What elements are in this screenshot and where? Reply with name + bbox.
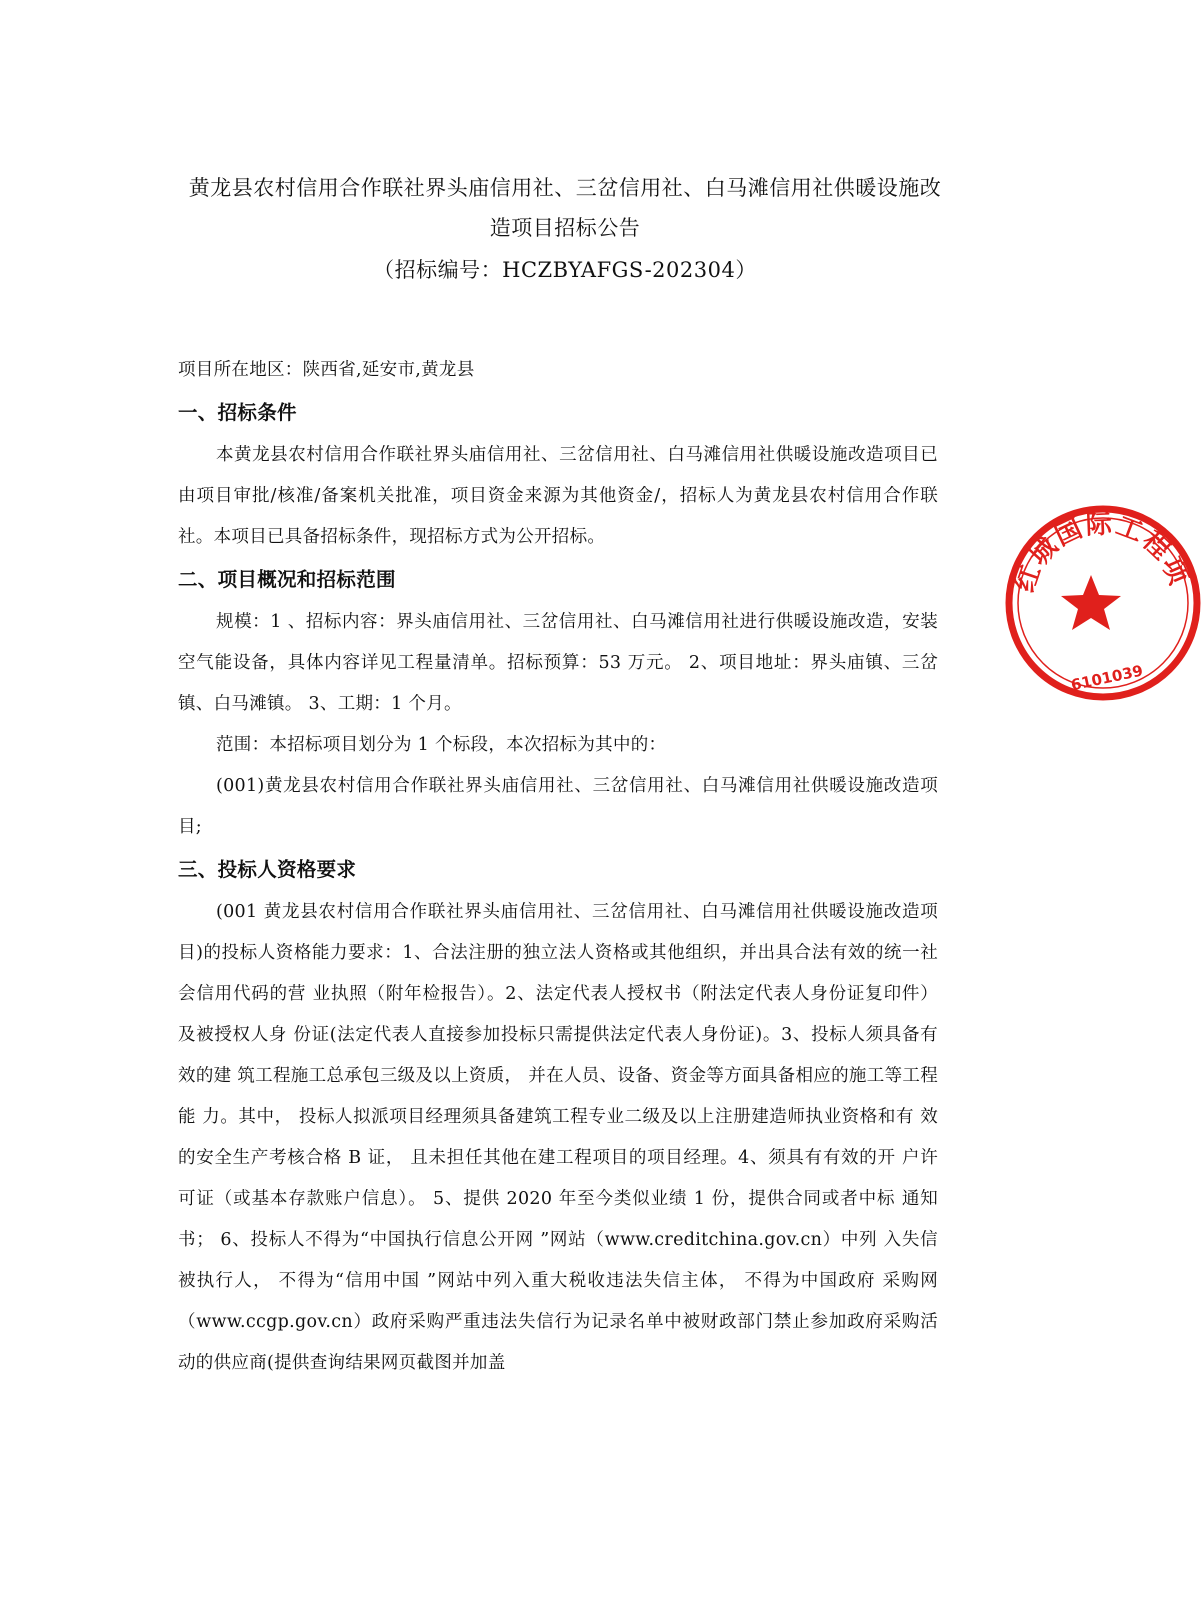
document-title (170, 168, 960, 290)
title-line-1: 黄龙县农村信用合作联社界头庙信用社、三岔信用社、白马滩信用社供暖设施改 (188, 176, 942, 200)
bidder-qualifications-paragraph: (001 黄龙县农村信用合作联社界头庙信用社、三岔信用社、白马滩信用社供暖设施改造项目)的投标人资格能力要求：1、合法注册的独立法人资格或其他组织，并出具合法有效的统一社会信用代码的营 业执照（附年检报告）。2、法定代表人授权书（附法定代表人身份证复印件） 及被授权人身 份证(法定代表人直接参加投标只需提供法定代表人身份证)。3、投标人须具备有效的建 筑工程施工总承包三级及以上资质， 并在人员、设备、资金等方面具备相应的施工等工程能 力。其中， 投标人拟派项目经理须具备建筑工程专业二级及以上注册建造师执业资格和有 效的安全生产考核合格 B 证， 且未担任其他在建工程项目的项目经理。4、须具有有效的开 户许可证（或基本存款账户信息）。 5、提供 2020 年至今类似业绩 1 份，提供合同或者中标 通知书； 6、投标人不得为“中国执行信息公开网 ”网站（www.creditchina.gov.cn）中列 入失信被执行人， 不得为“信用中国 ”网站中列入重大税收违法失信主体， 不得为中国政府 采购网（www.ccgp.gov.cn）政府采购严重违法失信行为记录名单中被财政部门禁止参加政府采购活动的供应商(提供查询结果网页截图并加盖 (178, 902, 938, 1373)
bidding-conditions-paragraph: 本黄龙县农村信用合作联社界头庙信用社、三岔信用社、白马滩信用社供暖设施改造项目已由项目审批/核准/备案机关批准，项目资金来源为其他资金/，招标人为黄龙县农村信用合作联社。本项目已具备招标条件，现招标方式为公开招标。 (178, 445, 938, 547)
lot-paragraph: (001)黄龙县农村信用合作联社界头庙信用社、三岔信用社、白马滩信用社供暖设施改造项目; (178, 776, 938, 837)
tender-code: （招标编号：HCZBYAFGS-202304） (373, 258, 757, 282)
project-scope-paragraph: 范围：本招标项目划分为 1 个标段，本次招标为其中的： (216, 735, 667, 755)
project-scale-paragraph: 规模：1 、招标内容：界头庙信用社、三岔信用社、白马滩信用社进行供暖设施改造，安装空气能设备，具体内容详见工程量清单。招标预算：53 万元。 2、项目地址：界头庙镇、三岔镇、白马滩镇。 3、工期：1 个月。 (178, 612, 938, 714)
section-heading-bidder-qualifications: 三、投标人资格要求 (178, 858, 357, 881)
document-body (178, 350, 938, 1384)
company-seal (1003, 503, 1203, 703)
project-location: 项目所在地区：陕西省,延安市,黄龙县 (178, 360, 475, 380)
section-heading-bidding-conditions: 一、招标条件 (178, 401, 297, 424)
title-line-2: 造项目招标公告 (489, 216, 641, 240)
svg-text:6101039: 6101039 (1069, 661, 1145, 695)
section-heading-project-overview: 二、项目概况和招标范围 (178, 568, 396, 591)
svg-text:红城国际工程项: 红城国际工程项 (1010, 509, 1194, 597)
